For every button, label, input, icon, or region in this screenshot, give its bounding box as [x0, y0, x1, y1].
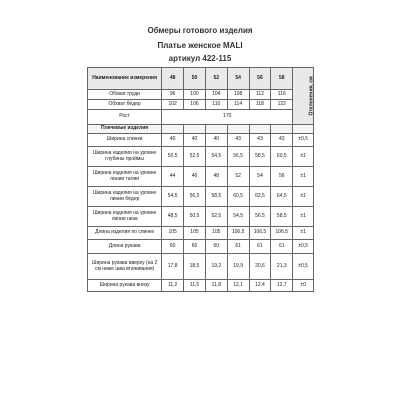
cell: 43 — [227, 134, 249, 147]
cell: 58,5 — [271, 207, 293, 227]
cell: 43 — [271, 134, 293, 147]
cell: 100 — [184, 90, 206, 100]
size-header: 54 — [227, 68, 249, 90]
row-name: Обхват бёдер — [88, 100, 162, 110]
cell: 106,5 — [271, 227, 293, 240]
cell: 54,5 — [162, 187, 184, 207]
cell: 52,5 — [205, 207, 227, 227]
cell: 19,9 — [227, 254, 249, 280]
table-row — [88, 167, 314, 187]
size-header: 56 — [249, 68, 271, 90]
cell: 106,5 — [249, 227, 271, 240]
tolerance-header — [293, 68, 314, 125]
tolerance-cell: ±0,5 — [293, 254, 314, 280]
cell: 112 — [249, 90, 271, 100]
product-name: Платье женское MALI — [157, 41, 243, 50]
row-name: Длина изделия по спинке — [88, 227, 162, 240]
cell: 40 — [205, 134, 227, 147]
cell: 40 — [184, 134, 206, 147]
cell: 54,5 — [205, 147, 227, 167]
cell: 52 — [227, 167, 249, 187]
cell: 43 — [249, 134, 271, 147]
cell: 58,5 — [205, 187, 227, 207]
cell: 106,5 — [227, 227, 249, 240]
table-row — [88, 207, 314, 227]
cell: 12,4 — [249, 280, 271, 292]
cell: 116 — [271, 90, 293, 100]
cell: 60 — [184, 240, 206, 254]
table-row — [88, 254, 314, 280]
row-name: Ширина изделия на уровне линии талии — [88, 167, 162, 187]
table-row — [88, 100, 314, 110]
tolerance-cell: ±1 — [293, 147, 314, 167]
tolerance-cell: ±1 — [293, 207, 314, 227]
cell: 104 — [205, 90, 227, 100]
cell: 19,2 — [205, 254, 227, 280]
cell: 56 — [271, 167, 293, 187]
section-label: Плечевые изделия — [88, 125, 162, 134]
row-name: Ширина изделия на уровне линии бёдер — [88, 187, 162, 207]
cell: 62,5 — [249, 187, 271, 207]
row-name: Ширина спинки — [88, 134, 162, 147]
cell: 11,8 — [205, 280, 227, 292]
size-header: 48 — [162, 68, 184, 90]
table-row — [88, 110, 314, 125]
table-row — [88, 280, 314, 292]
cell: 58,5 — [249, 147, 271, 167]
size-header: 52 — [205, 68, 227, 90]
table-row — [88, 240, 314, 254]
header-name-cell: Наименование измерения — [88, 68, 162, 90]
table-row — [88, 90, 314, 100]
cell: 118 — [249, 100, 271, 110]
cell: 54 — [249, 167, 271, 187]
cell: 64,5 — [271, 187, 293, 207]
cell: 17,8 — [162, 254, 184, 280]
cell: 21,3 — [271, 254, 293, 280]
height-merged-cell: 170 — [162, 110, 293, 125]
cell: 61 — [227, 240, 249, 254]
cell: 44 — [162, 167, 184, 187]
cell: 105 — [184, 227, 206, 240]
tolerance-header-text: Отклонения, см — [308, 76, 315, 116]
cell: 108 — [227, 90, 249, 100]
cell: 60 — [162, 240, 184, 254]
cell: 11,5 — [184, 280, 206, 292]
cell: 54,5 — [227, 207, 249, 227]
table-row — [88, 187, 314, 207]
article-number: артикул 422-115 — [168, 54, 232, 63]
table-row — [88, 147, 314, 167]
cell: 20,6 — [249, 254, 271, 280]
cell: 11,2 — [162, 280, 184, 292]
table-row — [88, 227, 314, 240]
cell: 60,5 — [227, 187, 249, 207]
cell: 40 — [162, 134, 184, 147]
section-row — [88, 125, 314, 134]
tolerance-cell: ±0,5 — [293, 240, 314, 254]
cell: 46 — [184, 167, 206, 187]
row-name: Ширина изделия на уровне глубины проймы — [88, 147, 162, 167]
cell: 96 — [162, 90, 184, 100]
document-title: Обмеры готового изделия — [147, 26, 253, 35]
cell: 105 — [162, 227, 184, 240]
cell: 61 — [271, 240, 293, 254]
row-name: Ширина рукава внизу — [88, 280, 162, 292]
cell: 50,5 — [184, 207, 206, 227]
tolerance-cell: ±1 — [293, 227, 314, 240]
cell: 106 — [184, 100, 206, 110]
cell: 48 — [205, 167, 227, 187]
cell: 56,5 — [184, 187, 206, 207]
size-header: 58 — [271, 68, 293, 90]
cell: 12,7 — [271, 280, 293, 292]
cell: 56,5 — [227, 147, 249, 167]
row-name: Ширина рукава вверху (на 2 см ниже шва втачивания) — [88, 254, 162, 280]
tolerance-cell: ±1 — [293, 187, 314, 207]
row-name: Обхват груди — [88, 90, 162, 100]
cell: 48,5 — [162, 207, 184, 227]
tolerance-cell: ±0,5 — [293, 134, 314, 147]
cell: 60,5 — [271, 147, 293, 167]
cell: 114 — [227, 100, 249, 110]
row-name: Ширина изделия на уровне линии низа — [88, 207, 162, 227]
tolerance-cell: ±0 — [293, 280, 314, 292]
cell: 18,5 — [184, 254, 206, 280]
table-row — [88, 134, 314, 147]
measurements-table — [87, 67, 314, 292]
cell: 60 — [205, 240, 227, 254]
cell: 56,5 — [249, 207, 271, 227]
row-name: Рост — [88, 110, 162, 125]
cell: 122 — [271, 100, 293, 110]
cell: 61 — [249, 240, 271, 254]
cell: 50,5 — [162, 147, 184, 167]
cell: 52,5 — [184, 147, 206, 167]
cell: 12,1 — [227, 280, 249, 292]
size-header: 50 — [184, 68, 206, 90]
cell: 105 — [205, 227, 227, 240]
table-header-row — [88, 68, 314, 90]
cell: 110 — [205, 100, 227, 110]
tolerance-cell: ±1 — [293, 167, 314, 187]
row-name: Длина рукава — [88, 240, 162, 254]
cell: 102 — [162, 100, 184, 110]
